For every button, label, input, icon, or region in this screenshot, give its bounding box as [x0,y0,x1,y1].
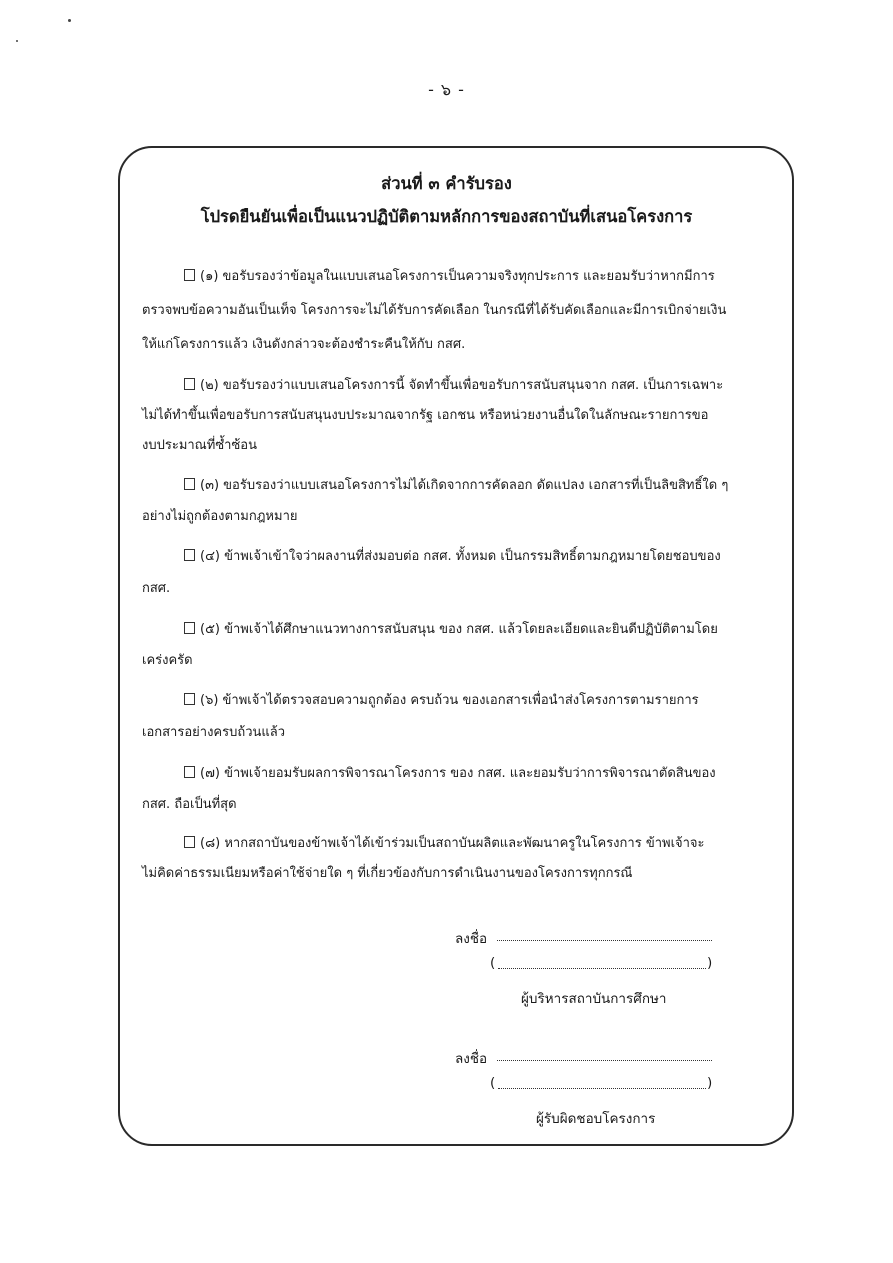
item-text-line: กสศ. [142,581,171,596]
signature-label: ลงชื่อ [455,1051,488,1067]
checkbox-item-4[interactable] [184,549,195,561]
name-paren-open: ( [490,955,496,971]
item-number: (๓) [200,478,220,493]
page-number: - ๖ - [428,80,465,99]
item-number: (๖) [200,693,219,708]
item-number: (๘) [200,836,221,851]
signature-line[interactable] [497,940,712,941]
signature-line[interactable] [497,1060,712,1061]
name-paren-open: ( [490,1075,496,1091]
item-number: (๕) [200,622,220,637]
item-text-line: ขอรับรองว่าข้อมูลในแบบเสนอโครงการเป็นความจริงทุกประการ และยอมรับว่าหากมีการ [222,269,715,284]
scan-speck [68,19,71,22]
item-text-line: หากสถาบันของข้าพเจ้าได้เข้าร่วมเป็นสถาบันผลิตและพัฒนาครูในโครงการ ข้าพเจ้าจะ [224,836,705,851]
checkbox-item-5[interactable] [184,622,195,634]
checkbox-item-1[interactable] [184,269,195,281]
item-text-line: ข้าพเจ้าเข้าใจว่าผลงานที่ส่งมอบต่อ กสศ. ทั้งหมด เป็นกรรมสิทธิ์ตามกฎหมายโดยชอบของ [224,549,721,564]
signature-label: ลงชื่อ [455,931,488,947]
section-subtitle: โปรดยืนยันเพื่อเป็นแนวปฏิบัติตามหลักการของสถาบันที่เสนอโครงการ [200,207,693,226]
item-text-line: ไม่ได้ทำขึ้นเพื่อขอรับการสนับสนุนงบประมาณจากรัฐ เอกชน หรือหน่วยงานอื่นใดในลักษณะรายการขอ [142,408,709,423]
checkbox-item-8[interactable] [184,836,195,848]
item-number: (๑) [200,269,219,284]
item-text-line: ขอรับรองว่าแบบเสนอโครงการนี้ จัดทำขึ้นเพื่อขอรับการสนับสนุนจาก กสศ. เป็นการเฉพาะ [222,378,724,393]
item-text-line: อย่างไม่ถูกต้องตามกฎหมาย [142,509,298,524]
item-text-line: ตรวจพบข้อความอันเป็นเท็จ โครงการจะไม่ได้รับการคัดเลือก ในกรณีที่ได้รับคัดเลือกและมีการเบิกจ่ายเงิน [142,303,727,318]
checkbox-item-3[interactable] [184,478,195,490]
item-number: (๔) [200,549,220,564]
certification-frame [118,146,794,1146]
item-text-line: ข้าพเจ้าได้ตรวจสอบความถูกต้อง ครบถ้วน ของเอกสารเพื่อนำส่งโครงการตามรายการ [222,693,699,708]
name-paren-close: ) [707,955,713,971]
name-line[interactable] [498,1088,706,1089]
item-text-line: ขอรับรองว่าแบบเสนอโครงการไม่ได้เกิดจากการคัดลอก ดัดแปลง เอกสารที่เป็นลิขสิทธิ์ใด ๆ [223,478,729,493]
item-text-line: กสศ. ถือเป็นที่สุด [142,797,237,812]
item-text-line: ให้แก่โครงการแล้ว เงินดังกล่าวจะต้องชำระคืนให้กับ กสศ. [142,337,466,352]
item-text-line: ข้าพเจ้ายอมรับผลการพิจารณาโครงการ ของ กสศ. และยอมรับว่าการพิจารณาตัดสินของ [224,766,716,781]
item-number: (๒) [200,378,219,393]
signer-role: ผู้รับผิดชอบโครงการ [536,1111,656,1127]
section-title: ส่วนที่ ๓ คำรับรอง [381,174,512,193]
item-text-line: ไม่คิดค่าธรรมเนียมหรือค่าใช้จ่ายใด ๆ ที่เกี่ยวข้องกับการดำเนินงานของโครงการทุกกรณี [142,866,633,881]
item-text-line: ข้าพเจ้าได้ศึกษาแนวทางการสนับสนุน ของ กสศ. แล้วโดยละเอียดและยินดีปฏิบัติตามโดย [224,622,718,637]
item-number: (๗) [200,766,220,781]
scan-speck [16,40,18,42]
checkbox-item-2[interactable] [184,378,195,390]
checkbox-item-7[interactable] [184,766,195,778]
item-text-line: เอกสารอย่างครบถ้วนแล้ว [142,725,286,740]
item-text-line: งบประมาณที่ซ้ำซ้อน [142,438,257,453]
name-paren-close: ) [707,1075,713,1091]
checkbox-item-6[interactable] [184,693,195,705]
name-line[interactable] [498,968,706,969]
item-text-line: เคร่งครัด [142,653,193,668]
signer-role: ผู้บริหารสถาบันการศึกษา [521,991,667,1007]
